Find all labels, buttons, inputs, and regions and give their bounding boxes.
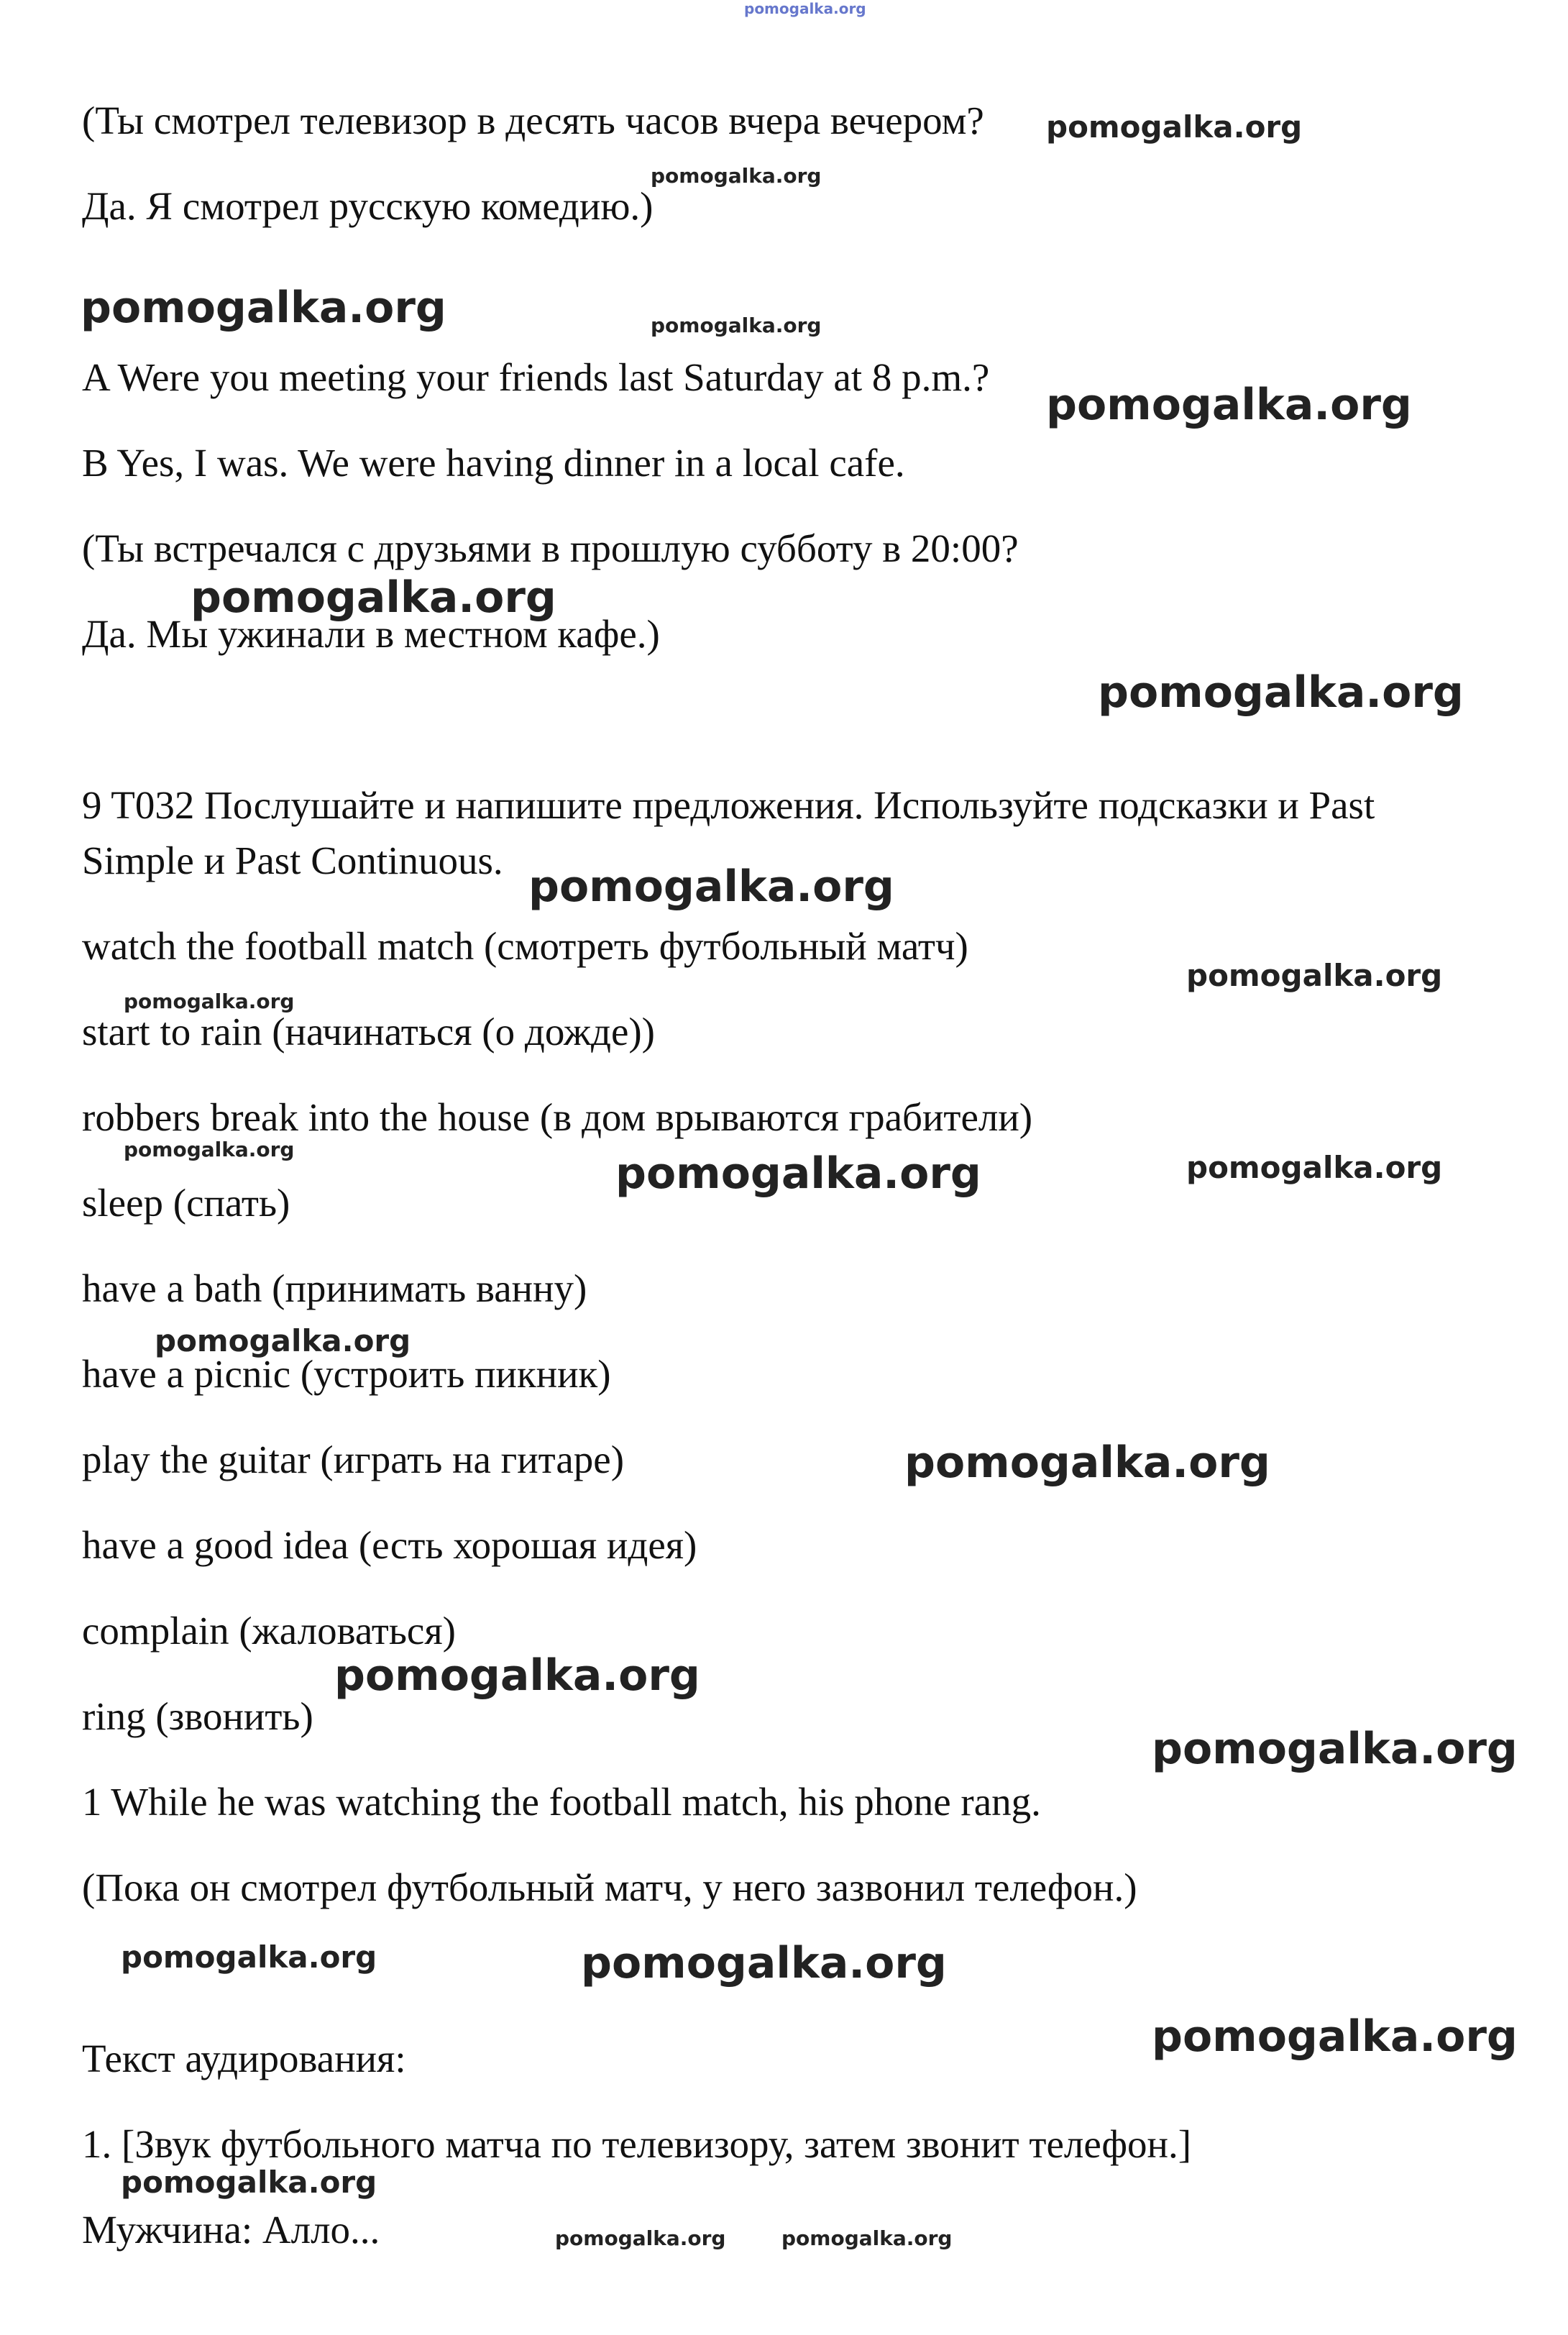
transcript-line: Мужчина: Алло... xyxy=(82,2208,380,2252)
watermark: pomogalka.org xyxy=(781,2226,953,2250)
watermark: pomogalka.org xyxy=(81,283,446,333)
watermark: pomogalka.org xyxy=(528,862,894,912)
answer-line: 1 While he was watching the football match, his phone rang. xyxy=(82,1780,1041,1824)
watermark: pomogalka.org xyxy=(121,1939,377,1975)
prompt-item: have a bath (принимать ванну) xyxy=(82,1266,587,1310)
watermark: pomogalka.org xyxy=(615,1148,981,1199)
watermark: pomogalka.org xyxy=(124,1138,295,1161)
prompt-item: robbers break into the house (в дом врываются грабители) xyxy=(82,1095,1033,1139)
prompt-item: have a picnic (устроить пикник) xyxy=(82,1352,611,1396)
prompt-item: have a good idea (есть хорошая идея) xyxy=(82,1523,697,1567)
prompt-item: complain (жаловаться) xyxy=(82,1609,456,1653)
prompt-item: watch the football match (смотреть футбольный матч) xyxy=(82,924,968,968)
prompt-item: play the guitar (играть на гитаре) xyxy=(82,1438,625,1481)
text-line: (Ты смотрел телевизор в десять часов вчера вечером? xyxy=(82,99,984,142)
watermark: pomogalka.org xyxy=(1186,1150,1443,1185)
watermark: pomogalka.org xyxy=(1186,958,1443,993)
exercise-heading: 9 T032 Послушайте и напишите предложения. Используйте подсказки и Past xyxy=(82,783,1375,827)
prompt-item: ring (звонить) xyxy=(82,1694,313,1738)
prompt-item: start to rain (начинаться (о дожде)) xyxy=(82,1010,655,1054)
watermark: pomogalka.org xyxy=(744,0,866,17)
watermark: pomogalka.org xyxy=(555,2226,726,2250)
exercise-heading-cont: Simple и Past Continuous. xyxy=(82,839,503,882)
transcript-line: 1. [Звук футбольного матча по телевизору, затем звонит телефон.] xyxy=(82,2122,1192,2166)
watermark: pomogalka.org xyxy=(121,2165,377,2200)
answer-translation: (Пока он смотрел футбольный матч, у него зазвонил телефон.) xyxy=(82,1865,1137,1909)
watermark: pomogalka.org xyxy=(155,1323,411,1358)
text-line: Да. Мы ужинали в местном кафе.) xyxy=(82,612,660,656)
watermark: pomogalka.org xyxy=(1152,1724,1518,1774)
watermark: pomogalka.org xyxy=(124,990,295,1013)
watermark: pomogalka.org xyxy=(334,1650,700,1701)
text-line: Да. Я смотрел русскую комедию.) xyxy=(82,184,654,228)
watermark: pomogalka.org xyxy=(1098,667,1464,718)
watermark: pomogalka.org xyxy=(581,1938,947,1988)
watermark: pomogalka.org xyxy=(651,314,822,337)
section-label: Текст аудирования: xyxy=(82,2037,406,2080)
watermark: pomogalka.org xyxy=(191,572,556,623)
watermark: pomogalka.org xyxy=(651,164,822,188)
prompt-item: sleep (спать) xyxy=(82,1181,290,1225)
watermark: pomogalka.org xyxy=(1046,380,1412,430)
watermark: pomogalka.org xyxy=(904,1438,1270,1488)
text-line: B Yes, I was. We were having dinner in a local cafe. xyxy=(82,441,905,485)
watermark: pomogalka.org xyxy=(1152,2011,1518,2062)
watermark: pomogalka.org xyxy=(1046,109,1303,145)
text-line: (Ты встречался с друзьями в прошлую субботу в 20:00? xyxy=(82,526,1019,570)
text-line: A Were you meeting your friends last Saturday at 8 p.m.? xyxy=(82,355,990,399)
